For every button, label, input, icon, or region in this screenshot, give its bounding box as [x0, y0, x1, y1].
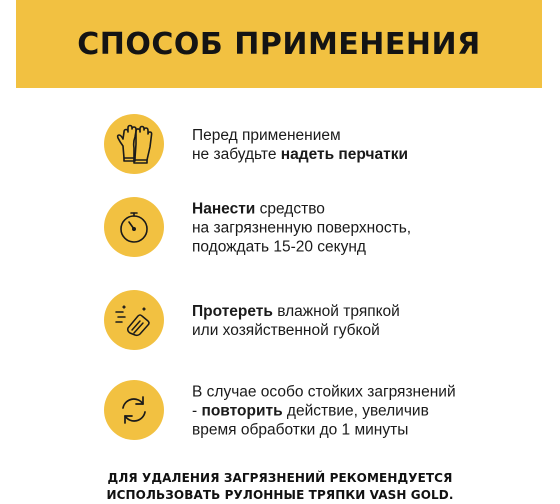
step-1-line-2	[192, 145, 408, 164]
step-3-line-1-normal: влажной тряпкой	[272, 303, 400, 320]
footer-line-2: ИСПОЛЬЗОВАТЬ РУЛОННЫЕ ТРЯПКИ VASH GOLD.	[106, 488, 454, 502]
step-2-line-1-normal: средство	[255, 200, 325, 218]
step-repeat	[104, 380, 534, 442]
step-2-line-2: на загрязненную поверхность,	[192, 219, 412, 237]
timer-icon	[104, 197, 164, 257]
step-1-line-2-normal: не забудьте	[192, 146, 281, 163]
step-3-text	[192, 302, 400, 340]
step-2-line-3: подождать 15-20 секунд	[192, 238, 366, 256]
step-gloves	[104, 114, 534, 176]
page-title: СПОСОБ ПРИМЕНЕНИЯ	[77, 26, 481, 62]
footer-note	[0, 470, 560, 504]
step-4-line-3: время обработки до 1 минуты	[192, 421, 409, 439]
step-4-line-2-bold: повторить	[201, 402, 283, 420]
step-4-line-2-prefix: -	[192, 402, 202, 420]
step-2-line-1-bold: Нанести	[192, 200, 256, 218]
step-4-text	[192, 383, 456, 440]
step-3-line-1	[192, 302, 400, 321]
gloves-icon	[104, 114, 164, 174]
footer-line-1: ДЛЯ УДАЛЕНИЯ ЗАГРЯЗНЕНИЙ РЕКОМЕНДУЕТСЯ	[107, 471, 453, 485]
step-1-line-2-bold: надеть перчатки	[280, 146, 408, 163]
repeat-icon	[104, 380, 164, 440]
step-2-text	[192, 200, 411, 257]
step-1-line-1: Перед применением	[192, 127, 341, 144]
wiping-icon	[104, 290, 164, 350]
step-2-line-1	[192, 200, 411, 219]
step-1-text	[192, 126, 408, 164]
step-4-line-2-normal: действие, увеличив	[282, 402, 429, 420]
step-wipe	[104, 290, 534, 352]
step-3-line-2: или хозяйственной губкой	[192, 322, 380, 339]
step-apply	[104, 197, 534, 259]
step-4-line-2	[192, 402, 456, 421]
step-4-line-1: В случае особо стойких загрязнений	[192, 383, 456, 401]
header-banner	[16, 0, 542, 88]
step-3-line-1-bold: Протереть	[192, 303, 273, 320]
